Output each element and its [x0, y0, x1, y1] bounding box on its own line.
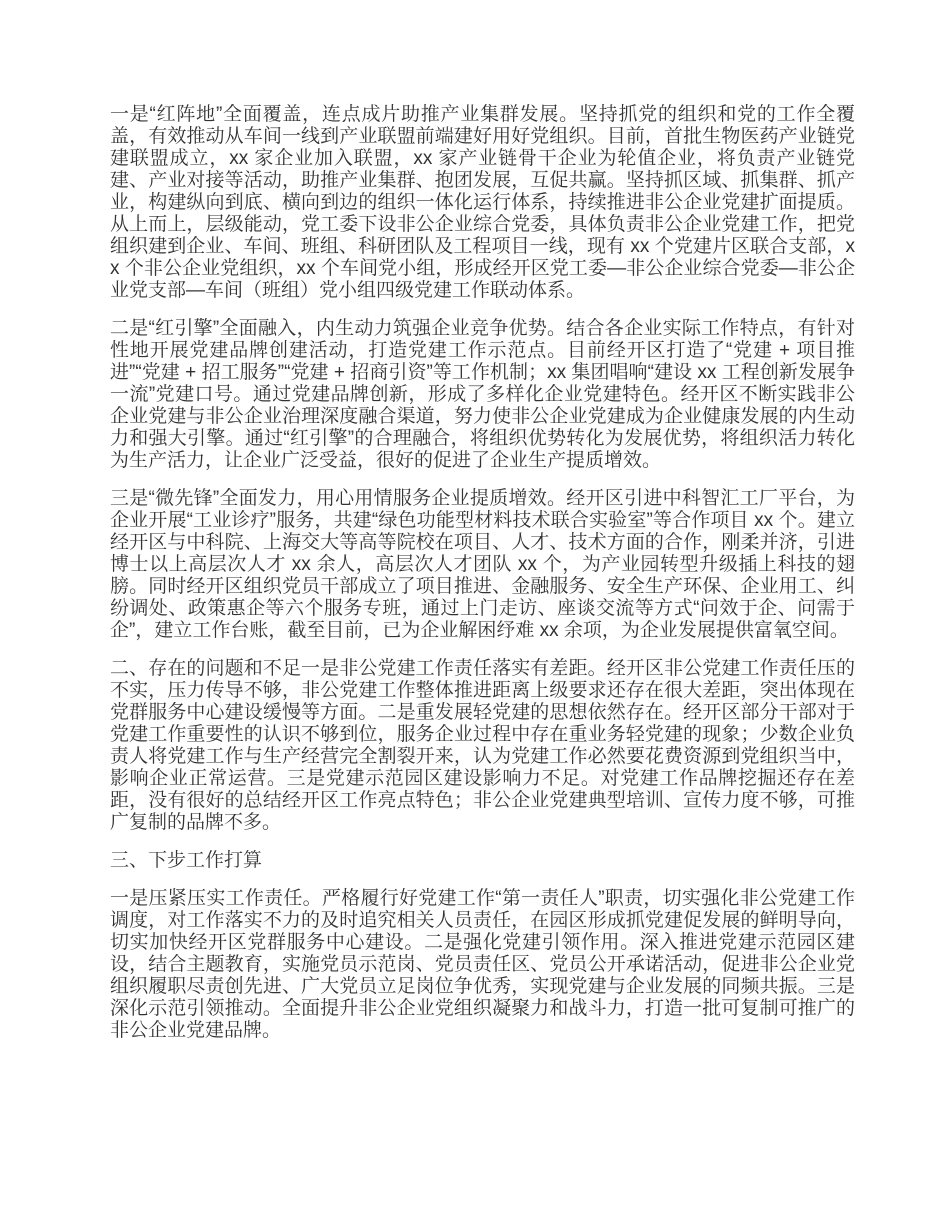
paragraph-point-1-red-position: 一是“红阵地”全面覆盖，连点成片助推产业集群发展。坚持抓党的组织和党的工作全覆盖，有效推动从车间一线到产业联盟前端建好用好党组织。目前，首批生物医药产业链党建联盟成立，xx 家企业加入联盟，xx 家产业链骨干企业为轮值企业，将负责产业链党建、产业对接等活动，助推产业集群、抱团发展，互促共赢。坚持抓区域、抓集群、抓产业，构建纵向到底、横向到边的组织一体化运行体系，持续推进非公企业党建扩面提质。从上而上，层级能动，党工委下设非公企业综合党委，具体负责非公企业党建工作，把党组织建到企业、车间、班组、科研团队及工程项目一线，现有 xx 个党建片区联合支部，xx 个非公企业党组织，xx 个车间党小组，形成经开区党工委—非公企业综合党委—非公企业党支部—车间（班组）党小组四级党建工作联动体系。 — [110, 104, 855, 301]
paragraph-point-2-red-engine: 二是“红引擎”全面融入，内生动力筑强企业竞争优势。结合各企业实际工作特点，有针对性地开展党建品牌创建活动，打造党建工作示范点。目前经开区打造了“党建 + 项目推进”“党建 + 招工服务”“党建 + 招商引资”等工作机制；xx 集团唱响“建设 xx 工程创新发展争一流”党建口号。通过党建品牌创新，形成了多样化企业党建特色。经开区不断实践非公企业党建与非公企业治理深度融合渠道，努力使非公企业党建成为企业健康发展的内生动力和强大引擎。通过“红引擎”的合理融合，将组织优势转化为发展优势，将组织活力转化为生产活力，让企业广泛受益，很好的促进了企业生产提质增效。 — [110, 318, 855, 471]
paragraph-section-2-problems: 二、存在的问题和不足一是非公党建工作责任落实有差距。经开区非公党建工作责任压的不实，压力传导不够，非公党建工作整体推进距离上级要求还存在很大差距，突出体现在党群服务中心建设缓慢等方面。二是重发展轻党建的思想依然存在。经开区部分干部对于党建工作重要性的认识不够到位，服务企业过程中存在重业务轻党建的现象；少数企业负责人将党建工作与生产经营完全割裂开来，认为党建工作必然要花费资源到党组织当中，影响企业正常运营。三是党建示范园区建设影响力不足。对党建工作品牌挖掘还存在差距，没有很好的总结经开区工作亮点特色；非公企业党建典型培训、宣传力度不够，可推广复制的品牌不多。 — [110, 658, 855, 833]
document-content — [110, 104, 855, 1042]
paragraph-point-3-micro-vanguard: 三是“微先锋”全面发力，用心用情服务企业提质增效。经开区引进中科智汇工厂平台，为企业开展“工业诊疗”服务，共建“绿色功能型材料技术联合实验室”等合作项目 xx 个。建立经开区与中科院、上海交大等高等院校在项目、人才、技术方面的合作，刚柔并济，引进博士以上高层次人才 xx 余人，高层次人才团队 xx 个，为产业园转型升级插上科技的翅膀。同时经开区组织党员干部成立了项目推进、金融服务、安全生产环保、企业用工、纠纷调处、政策惠企等六个服务专班，通过上门走访、座谈交流等方式“问效于企、问需于企”，建立工作台账，截至目前，已为企业解困纾难 xx 余项，为企业发展提供富氧空间。 — [110, 488, 855, 641]
paragraph-next-work-plans: 一是压紧压实工作责任。严格履行好党建工作“第一责任人”职责，切实强化非公党建工作调度，对工作落实不力的及时追究相关人员责任，在园区形成抓党建促发展的鲜明导向，切实加快经开区党群服务中心建设。二是强化党建引领作用。深入推进党建示范园区建设，结合主题教育，实施党员示范岗、党员责任区、党员公开承诺活动，促进非公企业党组织履职尽责创先进、广大党员立足岗位争优秀，实现党建与企业发展的同频共振。三是深化示范引领推动。全面提升非公企业党组织凝聚力和战斗力，打造一批可复制可推广的非公企业党建品牌。 — [110, 888, 855, 1041]
section-heading-next-steps: 三、下步工作打算 — [110, 850, 263, 871]
